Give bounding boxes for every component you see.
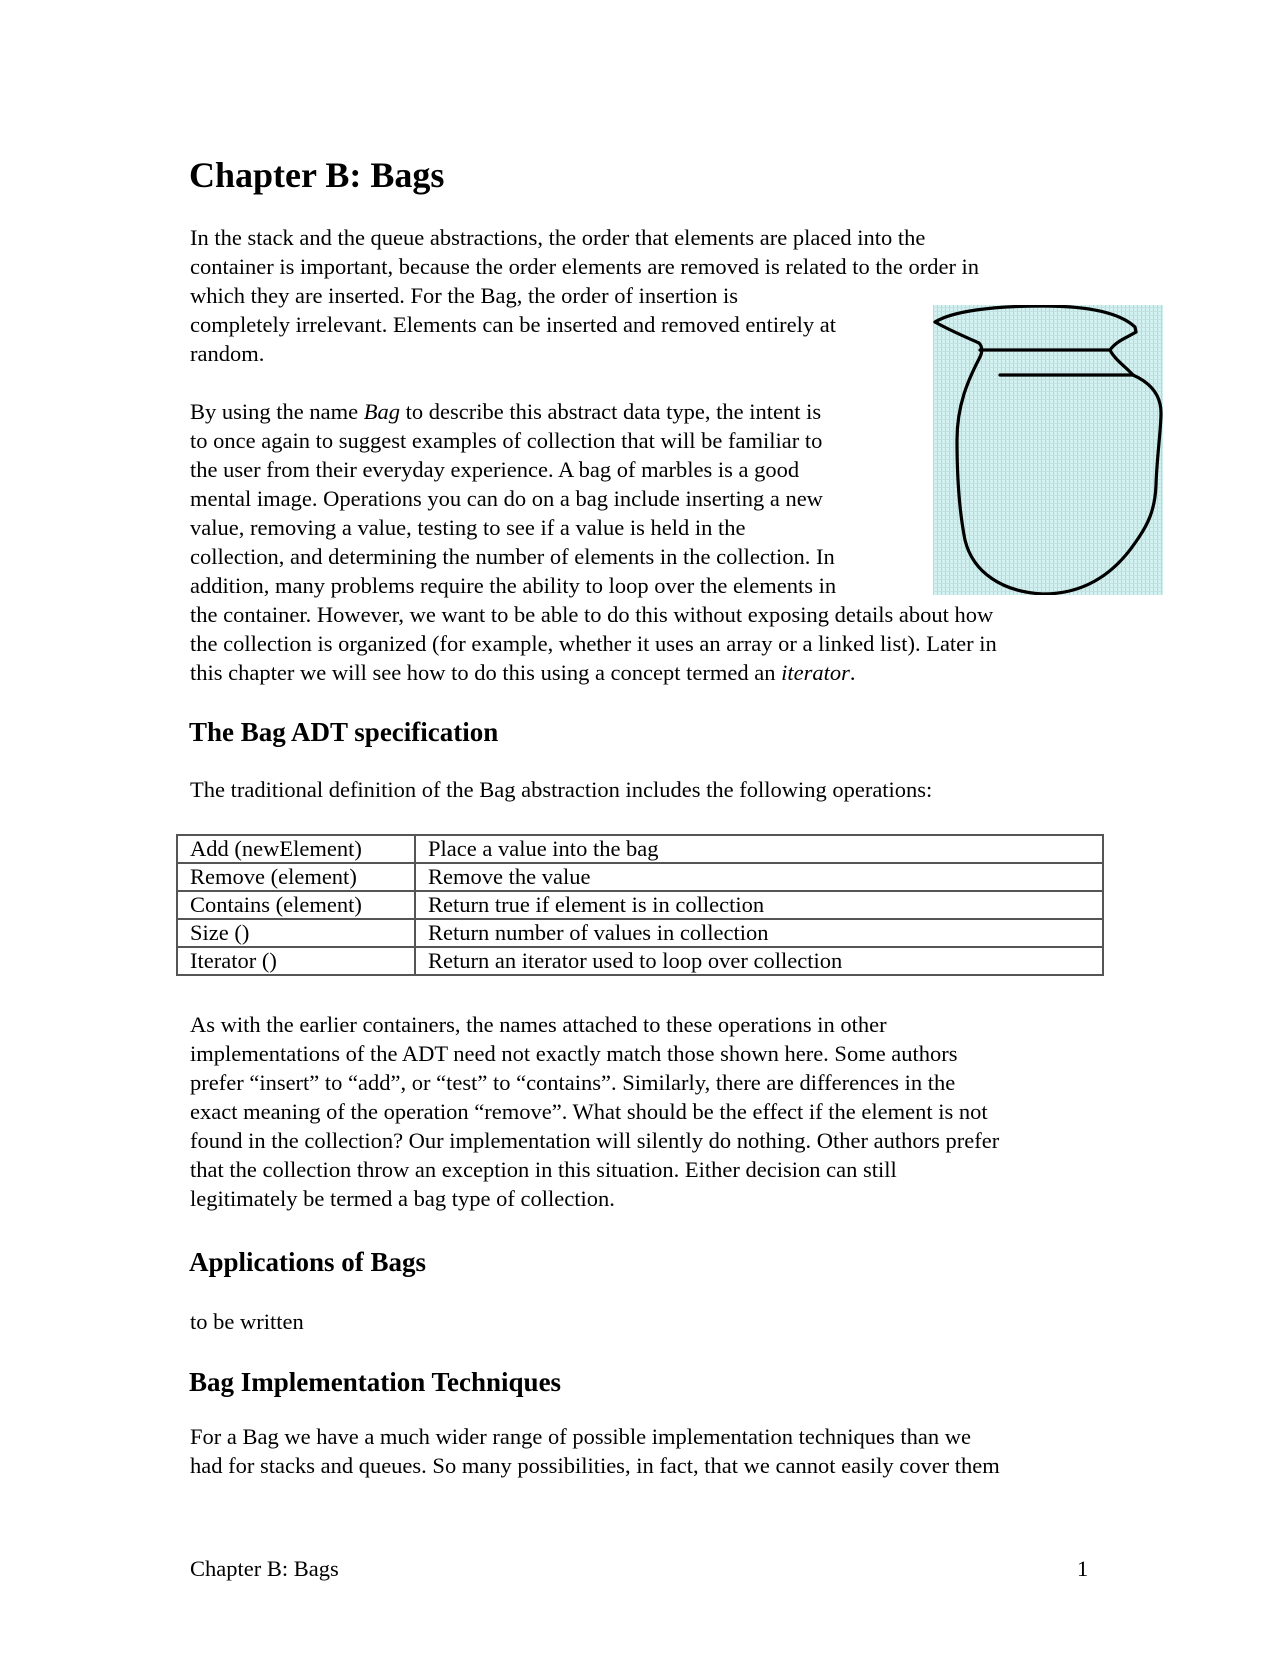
text-line: random. [190,341,265,366]
table-row [177,919,1103,947]
text-line [190,397,821,426]
text-line [190,658,856,687]
bag-illustration [933,305,1163,595]
section-heading-applications: Applications of Bags [189,1247,427,1277]
text-line: For a Bag we have a much wider range of possible implementation techniques than we [190,1424,972,1449]
text-span: to describe this abstract data type, the intent is [399,399,822,424]
operations-table [176,834,1104,976]
text-line: implementations of the ADT need not exactly match those shown here. Some authors [190,1041,958,1066]
spec-intro-text: The traditional definition of the Bag abstraction includes the following operations: [190,777,933,802]
footer-chapter-title: Chapter B: Bags [190,1556,339,1581]
text-span: this chapter we will see how to do this using a concept termed an [190,660,782,685]
text-line: had for stacks and queues. So many possibilities, in fact, that we cannot easily cover them [190,1453,1000,1478]
text-span: . [849,660,856,685]
table-row [177,891,1103,919]
text-line: which they are inserted. For the Bag, the order of insertion is [190,283,738,308]
description-cell: Return true if element is in collection [415,891,1103,919]
emphasis-bag: Bag [363,399,400,424]
text-line: that the collection throw an exception in this situation. Either decision can still [190,1157,897,1182]
operation-cell: Iterator () [177,947,415,975]
description-cell: Remove the value [415,863,1103,891]
text-line: to once again to suggest examples of collection that will be familiar to [190,428,823,453]
text-line: value, removing a value, testing to see if a value is held in the [190,515,746,540]
table-row [177,835,1103,863]
text-line: As with the earlier containers, the names attached to these operations in other [190,1012,887,1037]
text-span: By using the name [190,399,364,424]
page-title: Chapter B: Bags [189,155,445,195]
text-line: the container. However, we want to be able to do this without exposing details about how [190,602,994,627]
operation-cell: Remove (element) [177,863,415,891]
operation-cell: Size () [177,919,415,947]
operation-cell: Add (newElement) [177,835,415,863]
operation-cell: Contains (element) [177,891,415,919]
text-line: found in the collection? Our implementation will silently do nothing. Other authors prefer [190,1128,1000,1153]
section-heading-spec: The Bag ADT specification [189,717,499,747]
table-row [177,863,1103,891]
text-line: addition, many problems require the ability to loop over the elements in [190,573,837,598]
vase-icon [933,305,1163,595]
text-line: prefer “insert” to “add”, or “test” to “contains”. Similarly, there are differences in the [190,1070,956,1095]
description-cell: Return number of values in collection [415,919,1103,947]
emphasis-iterator: iterator [781,660,850,685]
text-line: the user from their everyday experience. A bag of marbles is a good [190,457,800,482]
text-line: In the stack and the queue abstractions, the order that elements are placed into the [190,225,926,250]
table-row [177,947,1103,975]
text-line: completely irrelevant. Elements can be inserted and removed entirely at [190,312,836,337]
section-heading-implementation: Bag Implementation Techniques [189,1367,562,1397]
text-line: mental image. Operations you can do on a bag include inserting a new [190,486,823,511]
text-line: the collection is organized (for example, whether it uses an array or a linked list). Later in [190,631,997,656]
text-line: legitimately be termed a bag type of collection. [190,1186,615,1211]
footer-page-number: 1 [1077,1556,1089,1581]
text-line: collection, and determining the number of elements in the collection. In [190,544,835,569]
description-cell: Return an iterator used to loop over collection [415,947,1103,975]
text-line: container is important, because the order elements are removed is related to the order in [190,254,980,279]
text-line: exact meaning of the operation “remove”. What should be the effect if the element is not [190,1099,988,1124]
applications-text: to be written [190,1309,304,1334]
description-cell: Place a value into the bag [415,835,1103,863]
